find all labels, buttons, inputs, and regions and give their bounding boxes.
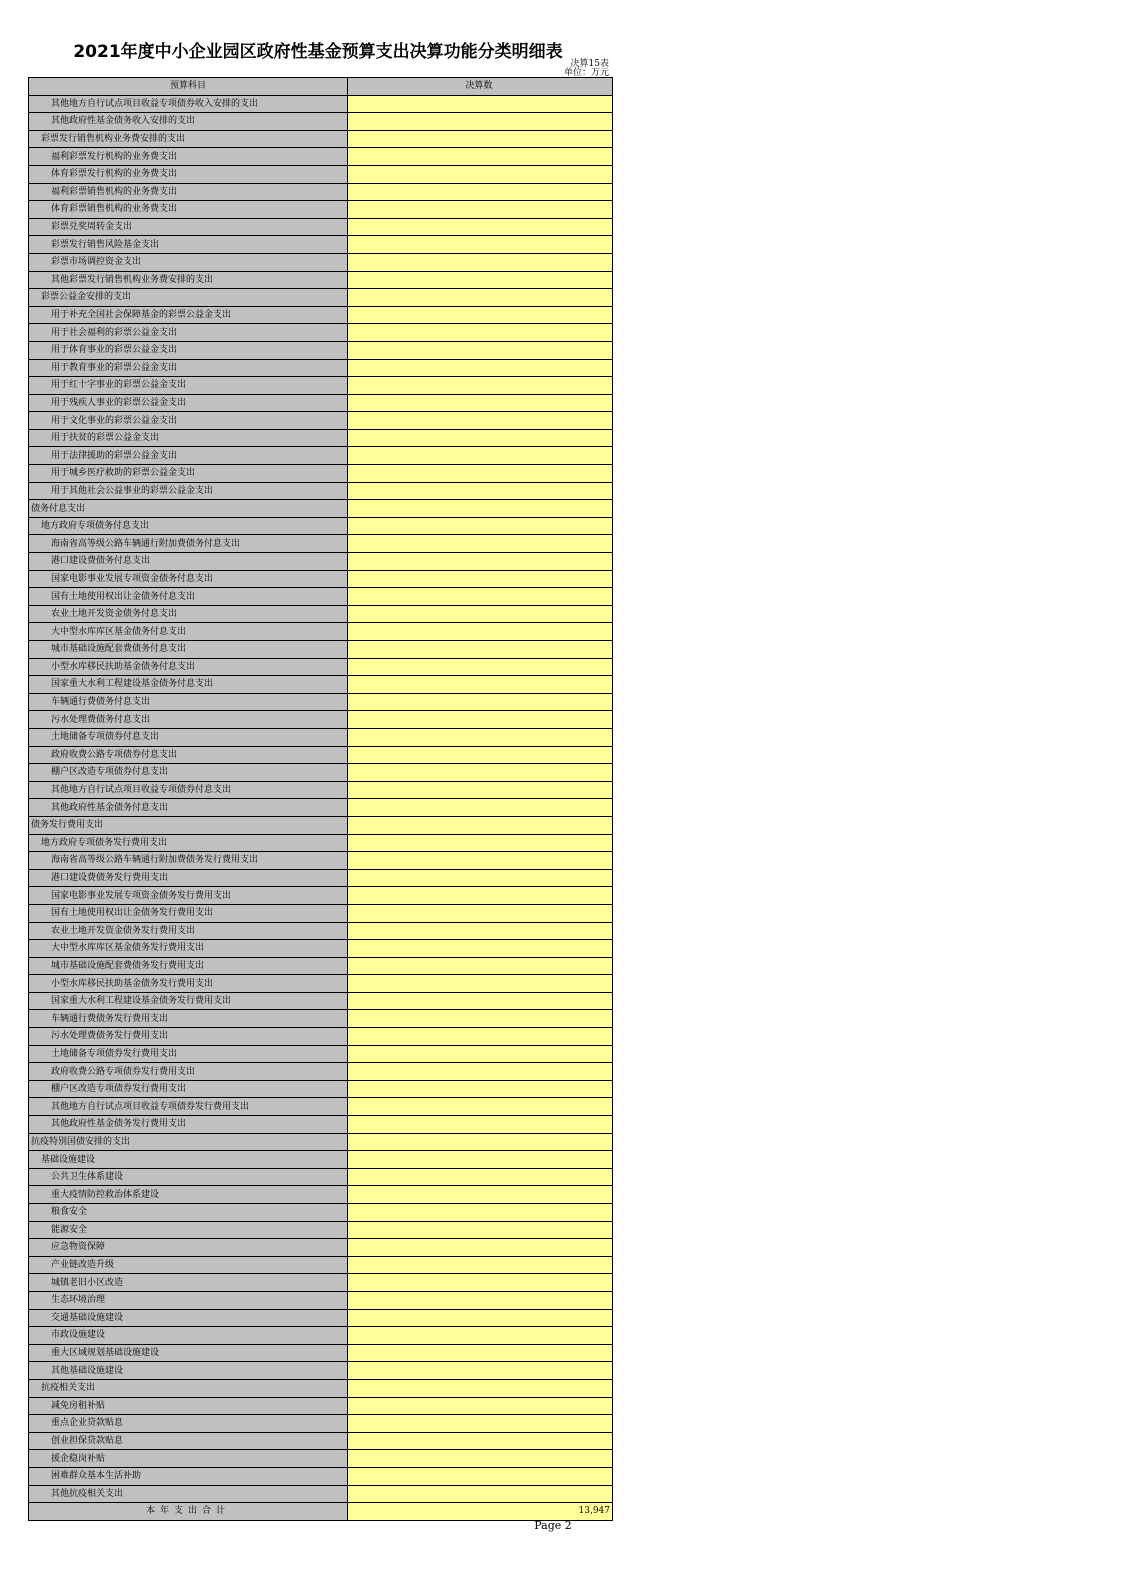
row-subject: 城镇老旧小区改造 (29, 1274, 348, 1292)
row-subject: 用于体育事业的彩票公益金支出 (29, 341, 348, 359)
row-subject: 其他地方自行试点项目收益专项债券收入安排的支出 (29, 95, 348, 113)
row-subject: 用于城乡医疗救助的彩票公益金支出 (29, 465, 348, 483)
row-subject: 土地储备专项债券发行费用支出 (29, 1045, 348, 1063)
row-amount (348, 904, 613, 922)
table-row (29, 1274, 613, 1292)
row-amount (348, 1239, 613, 1257)
row-subject: 交通基础设施建设 (29, 1309, 348, 1327)
row-subject: 国有土地使用权出让金债务发行费用支出 (29, 904, 348, 922)
row-subject: 体育彩票发行机构的业务费支出 (29, 165, 348, 183)
row-amount (348, 834, 613, 852)
table-row (29, 1362, 613, 1380)
table-row (29, 1450, 613, 1468)
row-amount (348, 535, 613, 553)
row-amount (348, 992, 613, 1010)
table-row (29, 1415, 613, 1433)
row-amount (348, 500, 613, 518)
row-subject: 减免房租补贴 (29, 1397, 348, 1415)
table-row (29, 904, 613, 922)
table-row (29, 1397, 613, 1415)
row-subject: 国家电影事业发展专项资金债务付息支出 (29, 570, 348, 588)
total-amount: 13,947 (348, 1503, 613, 1521)
row-subject: 大中型水库库区基金债务付息支出 (29, 623, 348, 641)
row-amount (348, 113, 613, 131)
row-amount (348, 1116, 613, 1134)
row-amount (348, 1362, 613, 1380)
table-row (29, 517, 613, 535)
row-amount (348, 1063, 613, 1081)
report-title: 2021年度中小企业园区政府性基金预算支出决算功能分类明细表 (73, 42, 563, 62)
row-amount (348, 1309, 613, 1327)
table-row (29, 429, 613, 447)
row-subject: 污水处理费债务发行费用支出 (29, 1028, 348, 1046)
table-row (29, 1063, 613, 1081)
row-subject: 彩票市场调控资金支出 (29, 253, 348, 271)
table-row (29, 1309, 613, 1327)
row-subject: 用于法律援助的彩票公益金支出 (29, 447, 348, 465)
row-subject: 车辆通行费债务付息支出 (29, 693, 348, 711)
table-row (29, 1485, 613, 1503)
row-amount (348, 623, 613, 641)
row-amount (348, 289, 613, 307)
table-row (29, 1467, 613, 1485)
row-amount (348, 465, 613, 483)
total-row (29, 1503, 613, 1521)
row-amount (348, 676, 613, 694)
row-subject: 其他地方自行试点项目收益专项债券发行费用支出 (29, 1098, 348, 1116)
row-amount (348, 394, 613, 412)
table-row (29, 746, 613, 764)
row-amount (348, 746, 613, 764)
row-amount (348, 253, 613, 271)
table-row (29, 816, 613, 834)
table-row (29, 535, 613, 553)
table-row (29, 1239, 613, 1257)
table-row (29, 1151, 613, 1169)
table-row (29, 764, 613, 782)
row-amount (348, 940, 613, 958)
table-row (29, 641, 613, 659)
row-amount (348, 799, 613, 817)
row-subject: 彩票公益金安排的支出 (29, 289, 348, 307)
table-row (29, 1432, 613, 1450)
row-subject: 市政设施建设 (29, 1327, 348, 1345)
row-subject: 国家电影事业发展专项资金债务发行费用支出 (29, 887, 348, 905)
table-row (29, 1080, 613, 1098)
row-amount (348, 359, 613, 377)
row-subject: 公共卫生体系建设 (29, 1168, 348, 1186)
row-subject: 农业土地开发资金债务付息支出 (29, 605, 348, 623)
table-row (29, 183, 613, 201)
table-header-row (29, 78, 613, 96)
row-subject: 用于社会福利的彩票公益金支出 (29, 324, 348, 342)
row-subject: 其他基础设施建设 (29, 1362, 348, 1380)
row-subject: 重点企业贷款贴息 (29, 1415, 348, 1433)
table-row (29, 1168, 613, 1186)
row-amount (348, 570, 613, 588)
row-subject: 用于补充全国社会保障基金的彩票公益金支出 (29, 306, 348, 324)
table-row (29, 1204, 613, 1222)
unit-label: 单位：万元 (563, 68, 609, 78)
row-subject: 国家重大水利工程建设基金债务发行费用支出 (29, 992, 348, 1010)
table-row (29, 253, 613, 271)
row-amount (348, 1168, 613, 1186)
row-subject: 海南省高等级公路车辆通行附加费债务发行费用支出 (29, 852, 348, 870)
header-subject: 预算科目 (29, 78, 348, 96)
row-amount (348, 306, 613, 324)
row-amount (348, 1467, 613, 1485)
table-row (29, 623, 613, 641)
table-row (29, 1133, 613, 1151)
table-row (29, 553, 613, 571)
row-subject: 债务发行费用支出 (29, 816, 348, 834)
row-subject: 能源安全 (29, 1221, 348, 1239)
row-amount (348, 1344, 613, 1362)
table-row (29, 1344, 613, 1362)
row-amount (348, 1186, 613, 1204)
table-row (29, 341, 613, 359)
row-subject: 棚户区改造专项债券发行费用支出 (29, 1080, 348, 1098)
row-subject: 抗疫相关支出 (29, 1379, 348, 1397)
row-subject: 用于其他社会公益事业的彩票公益金支出 (29, 482, 348, 500)
row-amount (348, 271, 613, 289)
table-row (29, 165, 613, 183)
row-subject: 其他政府性基金债务付息支出 (29, 799, 348, 817)
row-subject: 污水处理费债务付息支出 (29, 711, 348, 729)
table-row (29, 1379, 613, 1397)
table-row (29, 465, 613, 483)
row-amount (348, 1450, 613, 1468)
total-label: 本年支出合计 (29, 1503, 348, 1521)
row-amount (348, 693, 613, 711)
row-subject: 用于教育事业的彩票公益金支出 (29, 359, 348, 377)
row-amount (348, 1133, 613, 1151)
table-row (29, 1098, 613, 1116)
row-subject: 用于残疾人事业的彩票公益金支出 (29, 394, 348, 412)
row-amount (348, 1379, 613, 1397)
table-row (29, 1010, 613, 1028)
row-amount (348, 324, 613, 342)
table-row (29, 570, 613, 588)
row-subject: 国有土地使用权出让金债务付息支出 (29, 588, 348, 606)
row-subject: 其他政府性基金债务收入安排的支出 (29, 113, 348, 131)
row-amount (348, 1028, 613, 1046)
row-subject: 福利彩票发行机构的业务费支出 (29, 148, 348, 166)
table-row (29, 359, 613, 377)
header-amount: 决算数 (348, 78, 613, 96)
row-amount (348, 165, 613, 183)
row-amount (348, 781, 613, 799)
row-amount (348, 658, 613, 676)
row-subject: 应急物资保障 (29, 1239, 348, 1257)
table-row (29, 412, 613, 430)
table-row (29, 236, 613, 254)
row-subject: 小型水库移民扶助基金债务发行费用支出 (29, 975, 348, 993)
row-subject: 政府收费公路专项债券发行费用支出 (29, 1063, 348, 1081)
row-subject: 援企稳岗补贴 (29, 1450, 348, 1468)
row-subject: 用于文化事业的彩票公益金支出 (29, 412, 348, 430)
row-amount (348, 588, 613, 606)
row-subject: 重大疫情防控救治体系建设 (29, 1186, 348, 1204)
table-row (29, 148, 613, 166)
row-amount (348, 1485, 613, 1503)
row-subject: 产业链改造升级 (29, 1256, 348, 1274)
row-subject: 其他地方自行试点项目收益专项债券付息支出 (29, 781, 348, 799)
row-subject: 港口建设费债务发行费用支出 (29, 869, 348, 887)
row-amount (348, 1098, 613, 1116)
table-row (29, 992, 613, 1010)
row-subject: 国家重大水利工程建设基金债务付息支出 (29, 676, 348, 694)
row-subject: 彩票发行销售机构业务费安排的支出 (29, 130, 348, 148)
row-amount (348, 852, 613, 870)
row-subject: 大中型水库库区基金债务发行费用支出 (29, 940, 348, 958)
row-amount (348, 1327, 613, 1345)
table-row (29, 447, 613, 465)
row-amount (348, 728, 613, 746)
table-row (29, 693, 613, 711)
table-row (29, 1256, 613, 1274)
row-amount (348, 553, 613, 571)
row-subject: 政府收费公路专项债券付息支出 (29, 746, 348, 764)
row-subject: 抗疫特别国债安排的支出 (29, 1133, 348, 1151)
table-row (29, 658, 613, 676)
row-amount (348, 641, 613, 659)
row-amount (348, 1151, 613, 1169)
row-amount (348, 95, 613, 113)
row-amount (348, 975, 613, 993)
row-subject: 其他彩票发行销售机构业务费安排的支出 (29, 271, 348, 289)
row-subject: 其他政府性基金债务发行费用支出 (29, 1116, 348, 1134)
row-amount (348, 236, 613, 254)
row-subject: 创业担保贷款贴息 (29, 1432, 348, 1450)
table-row (29, 1116, 613, 1134)
row-amount (348, 711, 613, 729)
table-row (29, 1221, 613, 1239)
table-row (29, 113, 613, 131)
table-row (29, 1327, 613, 1345)
table-row (29, 306, 613, 324)
table-row (29, 95, 613, 113)
row-amount (348, 517, 613, 535)
table-row (29, 1291, 613, 1309)
row-subject: 城市基础设施配套费债务付息支出 (29, 641, 348, 659)
row-subject: 基础设施建设 (29, 1151, 348, 1169)
row-subject: 其他抗疫相关支出 (29, 1485, 348, 1503)
row-amount (348, 1415, 613, 1433)
row-amount (348, 183, 613, 201)
table-row (29, 482, 613, 500)
page-number: Page 2 (534, 1519, 572, 1532)
table-row (29, 711, 613, 729)
table-row (29, 940, 613, 958)
row-amount (348, 130, 613, 148)
row-subject: 重大区域规划基础设施建设 (29, 1344, 348, 1362)
row-amount (348, 1432, 613, 1450)
table-row (29, 1186, 613, 1204)
row-amount (348, 148, 613, 166)
row-subject: 地方政府专项债务发行费用支出 (29, 834, 348, 852)
row-amount (348, 957, 613, 975)
row-amount (348, 869, 613, 887)
row-subject: 债务付息支出 (29, 500, 348, 518)
table-row (29, 1028, 613, 1046)
row-amount (348, 1080, 613, 1098)
row-subject: 小型水库移民扶助基金债务付息支出 (29, 658, 348, 676)
row-amount (348, 816, 613, 834)
row-subject: 困难群众基本生活补助 (29, 1467, 348, 1485)
table-row (29, 201, 613, 219)
row-amount (348, 605, 613, 623)
table-row (29, 324, 613, 342)
table-row (29, 728, 613, 746)
row-amount (348, 1204, 613, 1222)
row-subject: 彩票发行销售风险基金支出 (29, 236, 348, 254)
table-row (29, 781, 613, 799)
row-amount (348, 1291, 613, 1309)
table-row (29, 271, 613, 289)
table-row (29, 957, 613, 975)
table-row (29, 500, 613, 518)
row-subject: 棚户区改造专项债券付息支出 (29, 764, 348, 782)
row-amount (348, 1274, 613, 1292)
row-amount (348, 218, 613, 236)
row-subject: 地方政府专项债务付息支出 (29, 517, 348, 535)
row-amount (348, 1256, 613, 1274)
table-row (29, 394, 613, 412)
row-subject: 农业土地开发资金债务发行费用支出 (29, 922, 348, 940)
row-amount (348, 341, 613, 359)
table-row (29, 130, 613, 148)
row-amount (348, 922, 613, 940)
row-subject: 用于扶贫的彩票公益金支出 (29, 429, 348, 447)
row-amount (348, 447, 613, 465)
row-subject: 土地储备专项债券付息支出 (29, 728, 348, 746)
table-row (29, 377, 613, 395)
table-row (29, 852, 613, 870)
row-subject: 车辆通行费债务发行费用支出 (29, 1010, 348, 1028)
table-row (29, 887, 613, 905)
row-subject: 城市基础设施配套费债务发行费用支出 (29, 957, 348, 975)
row-subject: 用于红十字事业的彩票公益金支出 (29, 377, 348, 395)
table-row (29, 218, 613, 236)
row-subject: 粮食安全 (29, 1204, 348, 1222)
table-row (29, 799, 613, 817)
table-row (29, 605, 613, 623)
row-amount (348, 482, 613, 500)
row-amount (348, 412, 613, 430)
row-amount (348, 1045, 613, 1063)
row-amount (348, 764, 613, 782)
table-row (29, 588, 613, 606)
table-row (29, 922, 613, 940)
table-row (29, 1045, 613, 1063)
row-amount (348, 887, 613, 905)
row-amount (348, 429, 613, 447)
row-amount (348, 1397, 613, 1415)
row-subject: 港口建设费债务付息支出 (29, 553, 348, 571)
table-row (29, 834, 613, 852)
row-amount (348, 1010, 613, 1028)
row-subject: 彩票兑奖周转金支出 (29, 218, 348, 236)
table-row (29, 869, 613, 887)
row-amount (348, 377, 613, 395)
row-subject: 福利彩票销售机构的业务费支出 (29, 183, 348, 201)
table-row (29, 676, 613, 694)
budget-table (28, 77, 613, 1521)
row-subject: 海南省高等级公路车辆通行附加费债务付息支出 (29, 535, 348, 553)
row-subject: 体育彩票销售机构的业务费支出 (29, 201, 348, 219)
table-row (29, 975, 613, 993)
row-amount (348, 1221, 613, 1239)
row-amount (348, 201, 613, 219)
table-row (29, 289, 613, 307)
table-number: 决算15表 (570, 59, 609, 69)
row-subject: 生态环境治理 (29, 1291, 348, 1309)
